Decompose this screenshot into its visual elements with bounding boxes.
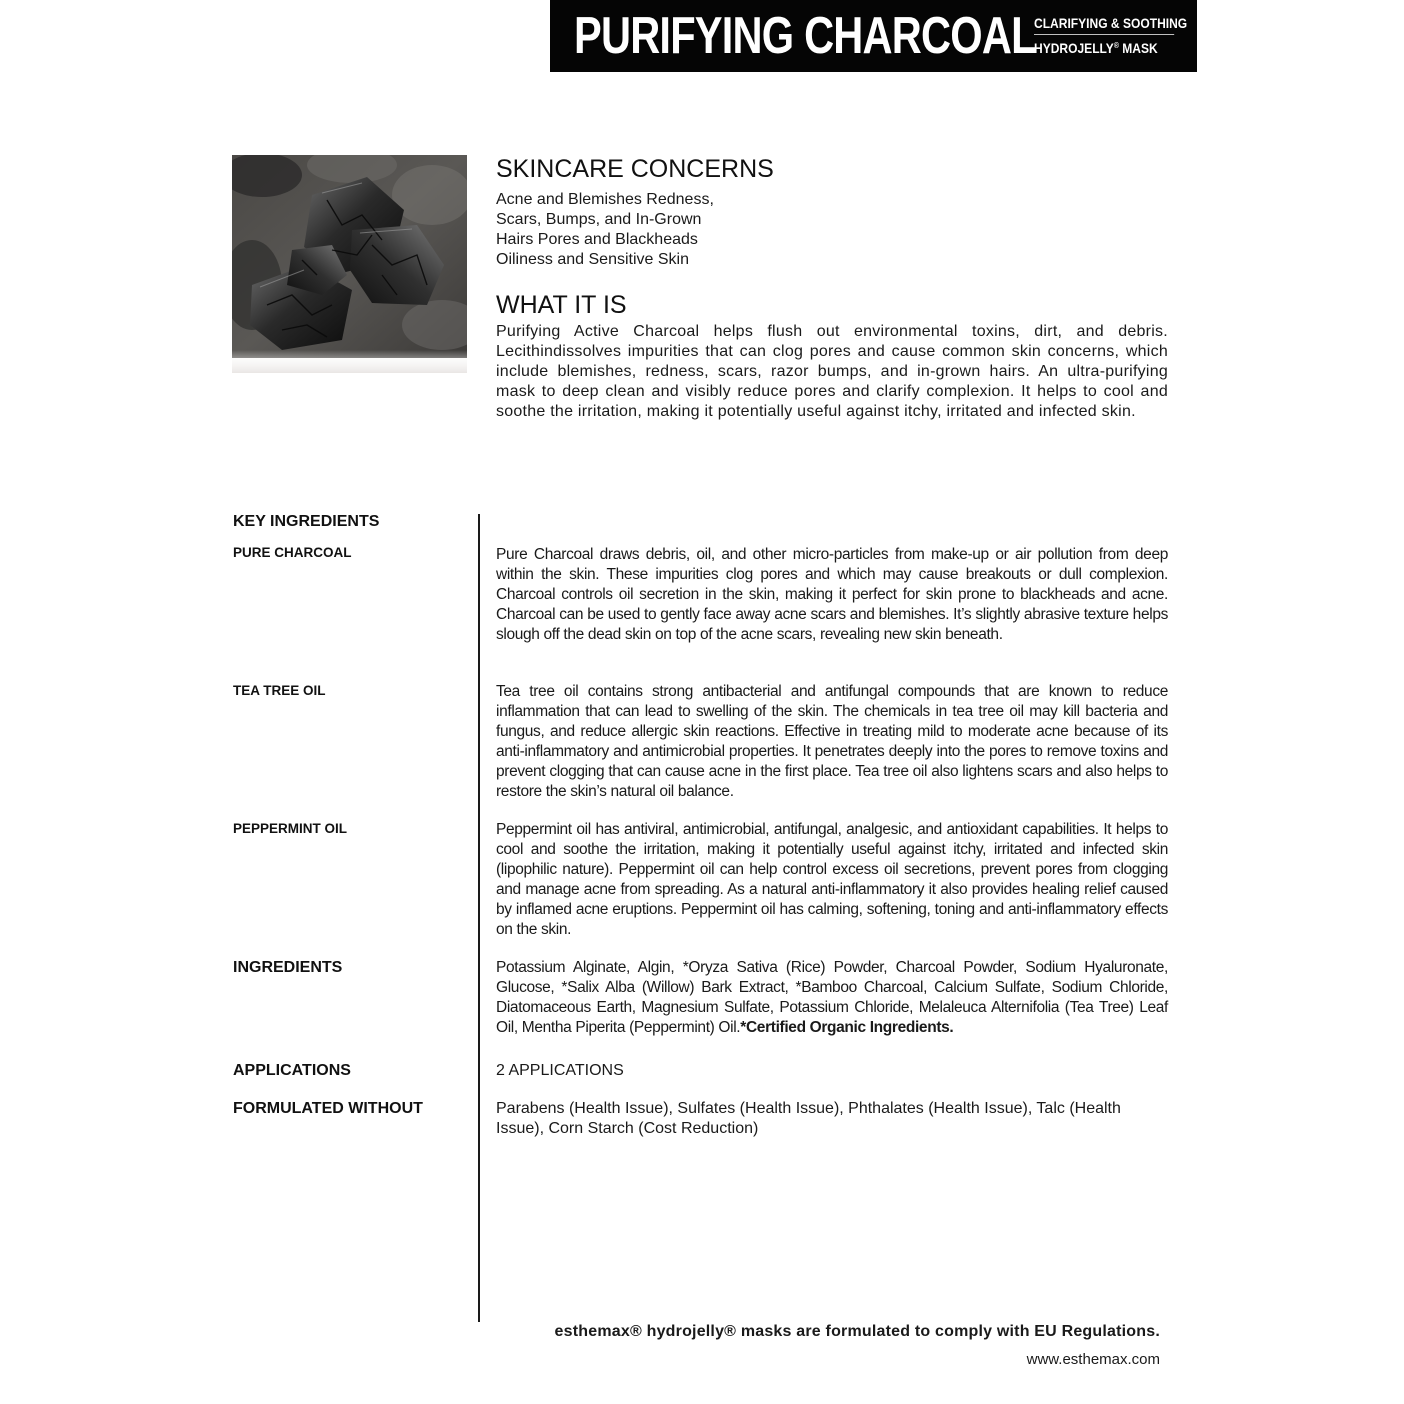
ingredients-text: Potassium Alginate, Algin, *Oryza Sativa (Rice) Powder, Charcoal Powder, Sodium Hyaluronate, Glucose, *Salix Alba (Willow) Bark Extract, *Bamboo Charcoal, Calcium Sulfate, Sodium Chloride, Diatomaceous Earth, Magnesium Sulfate, Potassium Chloride, Melaleuca Alternifolia (Tea Tree) Leaf Oil, Mentha Piperita (Peppermint) Oil. bbox=[496, 959, 1168, 1036]
ingredients-list bbox=[496, 958, 1168, 1038]
charcoal-photo bbox=[232, 155, 467, 373]
formulated-without-text: Parabens (Health Issue), Sulfates (Health Issue), Phthalates (Health Issue), Talc (Health Issue), Corn Starch (Cost Reduction) bbox=[496, 1100, 1121, 1137]
what-it-is-text: Purifying Active Charcoal helps flush out environmental toxins, dirt, and debris. Lecithindissolves impurities that can clog pores and cause common skin concerns, which include blemishes, redness, scars, razor bumps, and in-grown hairs. An ultra-purifying mask to deep clean and visibly reduce pores and clarify complexion. It helps to cool and soothe the irritation, making it potentially useful against itchy, irritated and infected skin. bbox=[496, 323, 1168, 420]
skincare-concerns-heading: SKINCARE CONCERNS bbox=[496, 155, 774, 183]
pure-charcoal-description: Pure Charcoal draws debris, oil, and other micro-particles from make-up or air pollution from deep within the skin. These impurities clog pores and which may cause breakouts or dull complexion. Charcoal controls oil secretion in the skin, making it perfect for skin prone to blackheads and acne. Charcoal can be used to gently face away acne scars and blemishes. It’s slightly abrasive texture helps slough off the dead skin on top of the acne scars, revealing new skin beneath. bbox=[496, 546, 1168, 643]
header-banner bbox=[550, 0, 1197, 72]
website-link[interactable]: www.esthemax.com bbox=[1026, 1351, 1160, 1368]
tea-tree-oil-description: Tea tree oil contains strong antibacterial and antifungal compounds that are known to reduce inflammation that can lead to swelling of the skin. The chemicals in tea tree oil may kill bacteria and fungus, and reduce allergic skin reactions. Effective in treating mild to moderate acne because of its anti-inflammatory and antimicrobial properties. It penetrates deeply into the pores to remove toxins and prevent clogging that can cause acne in the first place. Tea tree oil also lightens scars and also helps to restore the skin’s natural oil balance. bbox=[496, 683, 1168, 800]
subtitle-line-1: CLARIFYING & SOOTHING bbox=[1034, 15, 1188, 31]
ingredient-name-peppermint-oil: PEPPERMINT OIL bbox=[233, 821, 348, 836]
key-ingredients-heading: KEY INGREDIENTS bbox=[233, 513, 380, 530]
intro-section bbox=[496, 154, 1168, 422]
column-divider bbox=[478, 514, 480, 1322]
ingredient-name-tea-tree-oil: TEA TREE OIL bbox=[233, 683, 326, 698]
registered-mark: ® bbox=[1113, 41, 1119, 50]
product-subtitle bbox=[1034, 14, 1197, 57]
charcoal-illustration bbox=[232, 155, 467, 373]
what-it-is-heading: WHAT IT IS bbox=[496, 291, 627, 319]
product-title: PURIFYING CHARCOAL bbox=[574, 7, 1036, 65]
skincare-concerns-text: Acne and Blemishes Redness, Scars, Bumps, and In-Grown Hairs Pores and Blackheads Oiliness and Sensitive Skin bbox=[496, 191, 714, 268]
formulated-without-label: FORMULATED WITHOUT bbox=[233, 1100, 423, 1117]
applications-value: 2 APPLICATIONS bbox=[496, 1062, 624, 1079]
organic-note: *Certified Organic Ingredients. bbox=[740, 1019, 954, 1036]
subtitle-mask: MASK bbox=[1118, 40, 1158, 56]
eu-compliance-note: esthemax® hydrojelly® masks are formulated to comply with EU Regulations. bbox=[554, 1323, 1160, 1340]
ingredient-name-pure-charcoal: PURE CHARCOAL bbox=[233, 545, 352, 560]
ingredients-label: INGREDIENTS bbox=[233, 959, 343, 976]
subtitle-line-2 bbox=[1034, 34, 1174, 57]
applications-label: APPLICATIONS bbox=[233, 1062, 351, 1079]
peppermint-oil-description: Peppermint oil has antiviral, antimicrobial, antifungal, analgesic, and antioxidant capabilities. It helps to cool and soothe the irritation, making it potentially useful against itchy, irritated and infected skin (lipophilic nature). Peppermint oil can help control excess oil secretions, prevent pores from clogging and manage acne from spreading. As a natural anti-inflammatory it also provides healing relief caused by inflamed acne eruptions. Peppermint oil has calming, softening, toning and anti-inflammatory effects on the skin. bbox=[496, 821, 1168, 938]
subtitle-brand: HYDROJELLY bbox=[1034, 40, 1114, 56]
